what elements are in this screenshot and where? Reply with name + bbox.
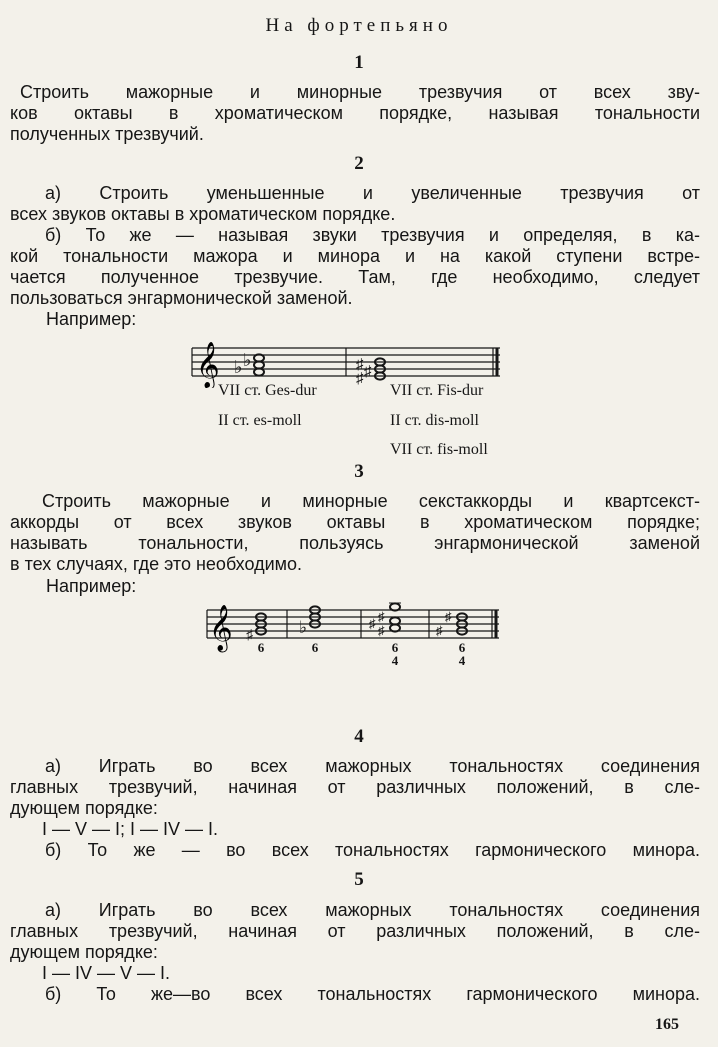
text-line: главных трезвучий, начиная от различных положений, в сле- bbox=[10, 777, 700, 797]
section-4-text bbox=[10, 756, 700, 861]
section-number-3: 3 bbox=[354, 461, 364, 482]
section-1-text bbox=[10, 82, 700, 145]
svg-text:♭: ♭ bbox=[234, 357, 243, 377]
svg-text:♯: ♯ bbox=[378, 623, 385, 638]
chord-3 bbox=[369, 603, 401, 638]
example-label-right-1: II ст. dis-moll bbox=[390, 412, 479, 429]
example-label-right-2: VII ст. fis-moll bbox=[390, 441, 488, 458]
svg-text:♯: ♯ bbox=[378, 609, 385, 624]
example-label-2: Например: bbox=[46, 309, 137, 329]
example-label-left-1: II ст. es-moll bbox=[218, 412, 302, 429]
text-line: а) Играть во всех мажорных тональностях соединения bbox=[45, 756, 700, 776]
chord-ges-dur-vii bbox=[234, 350, 264, 377]
text-line: ков октавы в хроматическом порядке, называя тональности bbox=[10, 103, 700, 123]
section-number-1: 1 bbox=[354, 52, 364, 73]
figure-top-2: 6 bbox=[391, 640, 399, 655]
text-line: б) То же — называя звуки трезвучия и определяя, в ка- bbox=[45, 225, 700, 245]
text-line: Строить мажорные и минорные трезвучия от всех зву- bbox=[20, 82, 700, 102]
figure-top-0: 6 bbox=[257, 640, 265, 655]
section-3-text bbox=[10, 491, 700, 575]
text-line: главных трезвучий, начиная от различных положений, в сле- bbox=[10, 921, 700, 941]
example-label-left-0: VII ст. Ges-dur bbox=[218, 382, 317, 399]
treble-clef-icon: 𝄞 bbox=[196, 342, 220, 387]
text-line: чается полученное трезвучие. Там, где необходимо, следует bbox=[10, 267, 700, 287]
text-line: а) Строить уменьшенные и увеличенные трезвучия от bbox=[45, 183, 700, 203]
svg-text:♯: ♯ bbox=[364, 364, 372, 380]
section-5-text bbox=[10, 900, 700, 1005]
example-label-right-0: VII ст. Fis-dur bbox=[390, 382, 484, 399]
text-line: в тех случаях, где это необходимо. bbox=[10, 554, 303, 574]
text-line: дующем порядке: bbox=[10, 942, 158, 962]
text-line: пользоваться энгармонической заменой. bbox=[10, 288, 353, 308]
svg-text:♯: ♯ bbox=[356, 357, 364, 373]
example-label-3: Например: bbox=[46, 576, 137, 596]
section-number-4: 4 bbox=[354, 726, 364, 747]
text-line: дующем порядке: bbox=[10, 798, 158, 818]
svg-text:♯: ♯ bbox=[356, 371, 364, 387]
chord-2 bbox=[299, 606, 320, 637]
music-staff-example-2 bbox=[190, 340, 530, 388]
text-line: а) Играть во всех мажорных тональностях соединения bbox=[45, 900, 700, 920]
text-line: аккорды от всех звуков октавы в хроматическом порядке; bbox=[10, 512, 700, 532]
text-line: кой тональности мажора и минора и на какой ступени встре- bbox=[10, 246, 700, 266]
svg-text:♯: ♯ bbox=[369, 616, 376, 631]
section-number-5: 5 bbox=[354, 869, 364, 890]
page-title: На фортепьяно bbox=[265, 15, 453, 36]
treble-clef-icon: 𝄞 bbox=[209, 605, 233, 650]
figure-top-1: 6 bbox=[311, 640, 319, 655]
page-number: 165 bbox=[655, 1016, 679, 1033]
figure-bottom-2: 4 bbox=[391, 653, 399, 668]
svg-text:♭: ♭ bbox=[299, 618, 308, 637]
text-line: б) То же — во всех тональностях гармонического минора. bbox=[45, 840, 700, 860]
section-number-2: 2 bbox=[354, 153, 364, 174]
text-line: Строить мажорные и минорные секстаккорды и квартсекст- bbox=[42, 491, 700, 511]
text-line: полученных трезвучий. bbox=[10, 124, 204, 144]
text-line: б) То же—во всех тональностях гармонического минора. bbox=[45, 984, 700, 1004]
section-2-text bbox=[10, 183, 700, 309]
figure-bottom-3: 4 bbox=[458, 653, 466, 668]
text-line: всех звуков октавы в хроматическом порядке. bbox=[10, 204, 396, 224]
text-line: I — IV — V — I. bbox=[42, 963, 171, 983]
music-staff-example-3 bbox=[205, 597, 505, 669]
text-line: I — V — I; I — IV — I. bbox=[42, 819, 219, 839]
text-line: называть тональности, пользуясь энгармонической заменой bbox=[10, 533, 700, 553]
svg-text:♯: ♯ bbox=[436, 623, 443, 638]
svg-text:♭: ♭ bbox=[243, 350, 252, 370]
figure-top-3: 6 bbox=[458, 640, 466, 655]
svg-text:♯: ♯ bbox=[445, 609, 452, 624]
svg-text:♯: ♯ bbox=[246, 628, 253, 643]
